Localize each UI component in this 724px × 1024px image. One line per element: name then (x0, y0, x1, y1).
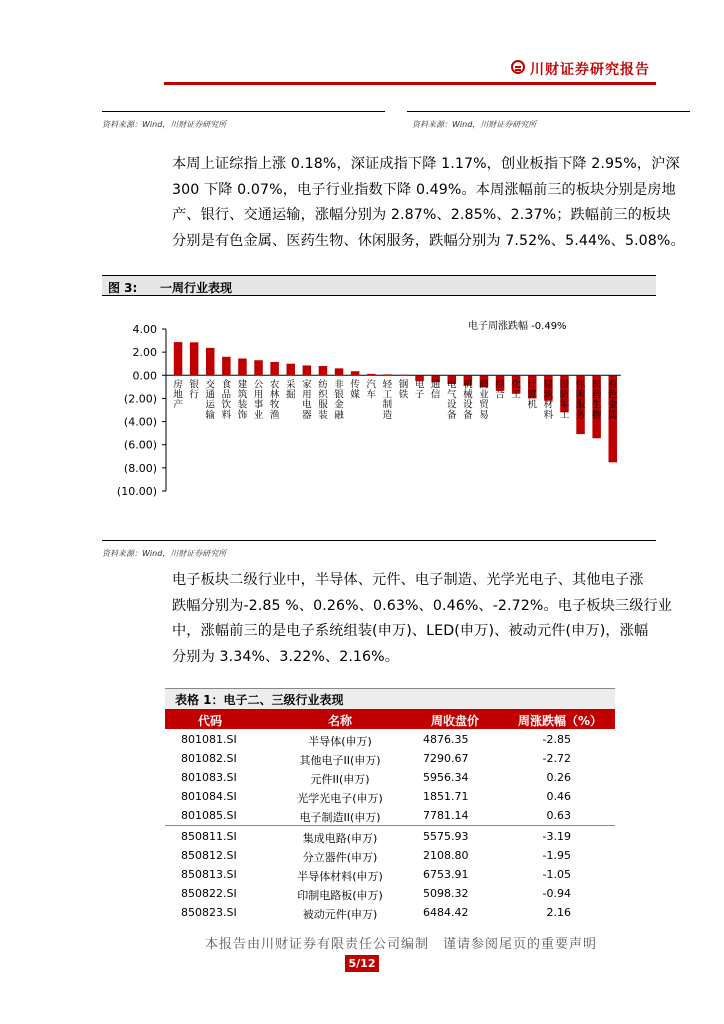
figure-label: 图 3: (108, 281, 138, 295)
category-label: 有色金属 (607, 379, 618, 421)
category-label: 化工 (511, 379, 521, 401)
category-label: 采掘 (285, 379, 296, 401)
cell-price: 6753.91 (423, 868, 469, 881)
category-label: 农林牧渔 (269, 379, 280, 421)
table-header-row (165, 709, 615, 729)
table-row (165, 787, 615, 806)
category-label: 食品饮料 (221, 379, 232, 421)
paragraph-line: 产、银行、交通运输，涨幅分别为 2.87%、2.85%、2.37%；跌幅前三的板块 (172, 207, 671, 223)
column-header-price: 周收盘价 (430, 714, 479, 728)
category-label: 建筑材料 (543, 379, 554, 421)
bar-传媒 (351, 371, 360, 375)
cell-code: 850811.SI (181, 830, 237, 843)
source-note-right: 资料来源：Wind，川财证券研究所 (412, 120, 537, 129)
cell-price: 5098.32 (423, 887, 469, 900)
category-label: 计算机 (527, 379, 538, 411)
category-label: 传媒 (350, 379, 360, 401)
cell-name: 半导体(申万) (308, 735, 372, 748)
cell-change: 0.63 (546, 809, 571, 822)
footer-disclaimer: 本报告由川财证券有限责任公司编制 谨请参阅尾页的重要声明 (205, 937, 598, 952)
cell-price: 1851.71 (423, 790, 469, 803)
cell-code: 801085.SI (181, 809, 237, 822)
category-label: 机械设备 (463, 379, 473, 421)
category-label: 综合 (495, 379, 505, 401)
figure-title: 一周行业表现 (160, 281, 233, 295)
y-tick-label: (2.00) (123, 392, 157, 406)
cell-name: 元件II(申万) (310, 773, 370, 786)
table-row (165, 865, 615, 884)
y-tick-label: (8.00) (123, 461, 157, 475)
paragraph-line: 分别是有色金属、医药生物、休闲服务，跌幅分别为 7.52%、5.44%、5.08%。 (172, 232, 685, 249)
cell-change: -3.19 (542, 830, 571, 843)
cell-code: 850822.SI (181, 887, 237, 900)
bar-钢铁 (399, 375, 408, 376)
table-title: 表格 1：电子二、三级行业表现 (175, 693, 344, 707)
paragraph-line: 本周上证综指上涨 0.18%，深证成指下降 1.17%，创业板指下降 2.95%，沪深 (172, 156, 680, 172)
cell-code: 850813.SI (181, 868, 237, 881)
bar-交通运输 (206, 348, 215, 375)
source-note-left: 资料来源：Wind，川财证券研究所 (102, 120, 227, 129)
y-tick-label: (10.00) (116, 485, 157, 498)
y-tick-label: 4.00 (132, 323, 157, 336)
category-label: 非银金融 (334, 379, 344, 421)
cell-change: 0.26 (546, 771, 571, 784)
cell-price: 5956.34 (423, 771, 469, 784)
category-label: 钢铁 (398, 379, 409, 401)
category-label: 国防军工 (559, 379, 570, 421)
cell-name: 印制电路板(申万) (297, 889, 383, 902)
category-label: 房地产 (173, 379, 183, 411)
paragraph-line: 跌幅分别为-2.85 %、0.26%、0.63%、0.46%、-2.72%。电子板块三级行业 (172, 597, 673, 614)
cell-price: 6484.42 (423, 906, 469, 919)
sector-summary-paragraph (172, 568, 673, 670)
cell-name: 分立器件(申万) (302, 851, 378, 864)
category-label: 汽车 (366, 379, 377, 401)
bar-食品饮料 (222, 357, 231, 376)
chart-annotation: 电子周涨跌幅 -0.49% (468, 321, 567, 332)
cell-code: 801082.SI (181, 752, 237, 765)
bar-建筑装饰 (238, 359, 247, 376)
bar-汽车 (367, 374, 376, 375)
table-row (165, 903, 615, 922)
cell-change: -2.85 (542, 733, 571, 746)
cell-change: 2.16 (546, 906, 571, 919)
category-label: 休闲服务 (575, 379, 586, 421)
cell-name: 被动元件(申万) (302, 908, 378, 921)
paragraph-line: 分别为 3.34%、3.22%、2.16%。 (172, 648, 400, 665)
bar-房地产 (174, 342, 183, 375)
cell-price: 4876.35 (423, 733, 469, 746)
paragraph-line: 电子板块二级行业中，半导体、元件、电子制造、光学光电子、其他电子涨 (172, 572, 644, 588)
table-row (165, 827, 615, 846)
column-header-code: 代码 (197, 714, 222, 728)
category-label: 银行 (189, 379, 199, 401)
cell-price: 5575.93 (423, 830, 469, 843)
paragraph-line: 中，涨幅前三的是电子系统组装(申万)、LED(申万)、被动元件(申万)，涨幅 (172, 623, 649, 639)
paragraph-line: 300 下降 0.07%，电子行业指数下降 0.49%。本周涨幅前三的板块分别是房地 (172, 181, 676, 198)
category-label: 交通运输 (205, 379, 216, 421)
table-row (165, 730, 615, 749)
page-number: 5/12 (345, 955, 379, 972)
category-label: 纺织服装 (318, 379, 328, 421)
cell-code: 801083.SI (181, 771, 237, 784)
table-row (165, 749, 615, 768)
category-label: 家用电器 (302, 379, 312, 421)
bar-农林牧渔 (270, 362, 279, 375)
column-header-change: 周涨跌幅（%） (517, 714, 603, 728)
cell-change: -1.95 (542, 849, 571, 862)
bar-家用电器 (303, 365, 312, 375)
cell-change: -2.72 (542, 752, 571, 765)
figure-source-note: 资料来源：Wind，川财证券研究所 (102, 549, 227, 558)
bar-银行 (190, 342, 199, 375)
table-row (165, 846, 615, 865)
category-label: 公用事业 (253, 379, 264, 421)
y-tick-label: 2.00 (132, 346, 157, 360)
category-label: 建筑装饰 (237, 379, 248, 421)
cell-code: 850812.SI (181, 849, 237, 862)
cell-change: 0.46 (546, 790, 571, 803)
cell-code: 801084.SI (181, 790, 237, 803)
bar-轻工制造 (383, 374, 392, 375)
y-tick-label: (6.00) (123, 438, 157, 452)
figure-end-rule (102, 540, 656, 541)
category-label: 电子 (414, 379, 425, 401)
cell-price: 2108.80 (423, 849, 469, 862)
header-title: 川财证券研究报告 (530, 62, 650, 78)
table-row (165, 884, 615, 903)
y-tick-label: (4.00) (123, 415, 157, 429)
bar-纺织服装 (319, 366, 328, 375)
category-label: 医药生物 (591, 379, 602, 421)
cell-code: 850823.SI (181, 906, 237, 919)
cell-name: 光学光电子(申万) (297, 792, 383, 805)
bar-非银金融 (335, 368, 344, 375)
category-label: 电气设备 (446, 379, 457, 421)
cell-price: 7781.14 (423, 809, 469, 822)
category-label: 轻工制造 (382, 379, 393, 421)
category-label: 通信 (430, 379, 441, 401)
cell-name: 电子制造II(申万) (299, 811, 381, 824)
cell-code: 801081.SI (181, 733, 237, 746)
cell-change: -1.05 (542, 868, 571, 881)
bar-采掘 (287, 364, 296, 376)
cell-name: 其他电子II(申万) (299, 754, 381, 767)
column-header-name: 名称 (327, 714, 352, 728)
table-row (165, 768, 615, 787)
cell-change: -0.94 (542, 887, 571, 900)
y-tick-label: 0.00 (132, 369, 157, 383)
cell-name: 集成电路(申万) (302, 832, 378, 845)
table-group-divider (165, 825, 615, 826)
cell-name: 半导体材料(申万) (297, 870, 383, 883)
category-label: 商业贸易 (479, 379, 489, 421)
cell-price: 7290.67 (423, 752, 469, 765)
table-row (165, 806, 615, 825)
bar-公用事业 (254, 360, 262, 375)
